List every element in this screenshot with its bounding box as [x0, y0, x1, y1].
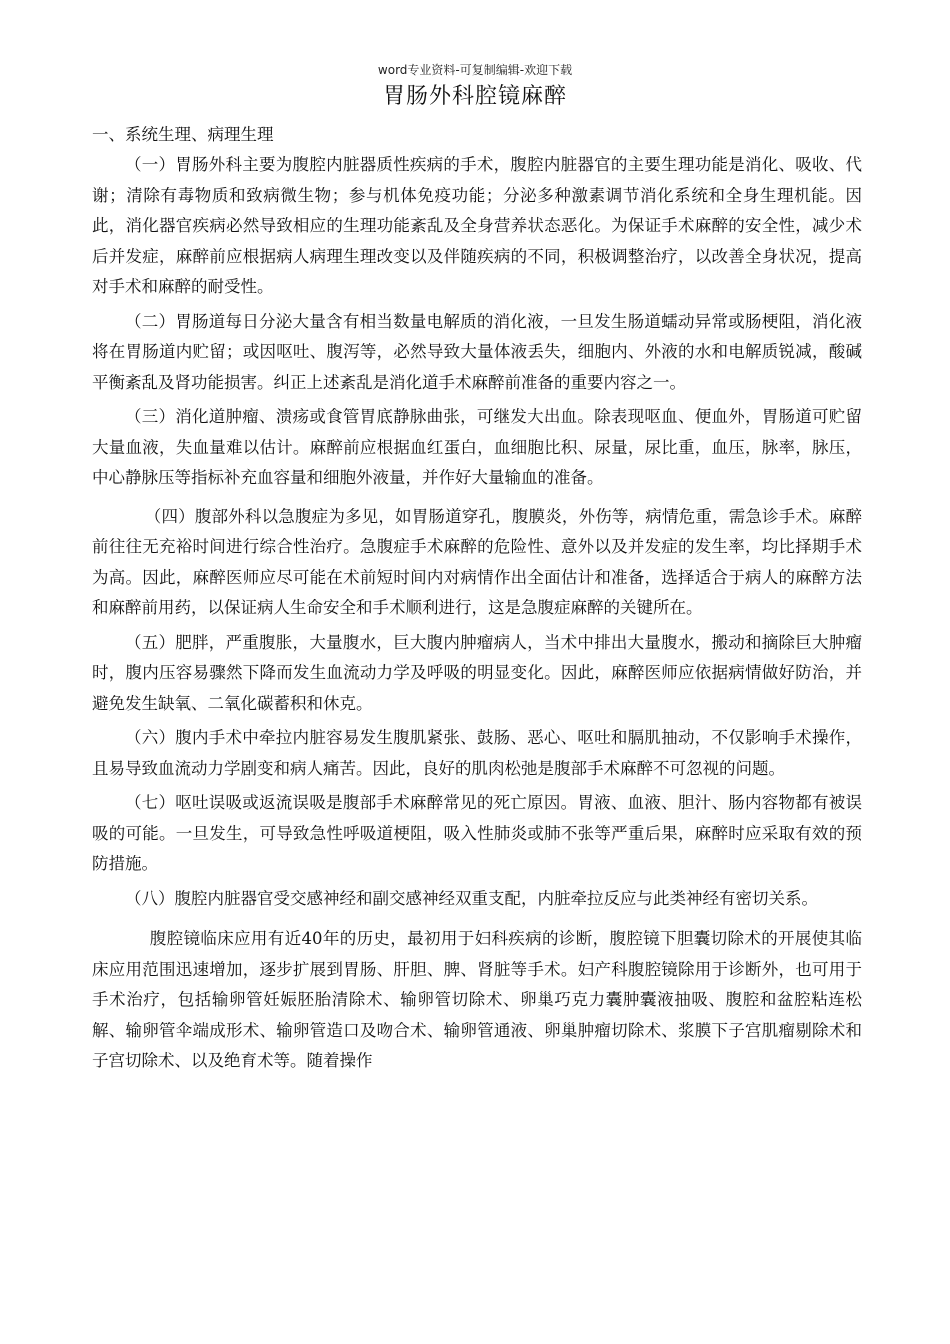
paragraph-6: （六）腹内手术中牵拉内脏容易发生腹肌紧张、鼓肠、恶心、呕吐和膈肌抽动，不仅影响手术操作，且易导致血流动力学剧变和病人痛苦。因此，良好的肌肉松弛是腹部手术麻醉不可忽视的问题。	[92, 728, 862, 778]
paragraph-1: （一）胃肠外科主要为腹腔内脏器质性疾病的手术，腹腔内脏器官的主要生理功能是消化、吸收、代谢；清除有毒物质和致病微生物；参与机体免疫功能；分泌多种激素调节消化系统和全身生理机能。因此，消化器官疾病必然导致相应的生理功能紊乱及全身营养状态恶化。为保证手术麻醉的安全性，减少术后并发症，麻醉前应根据病人病理生理改变以及伴随疾病的不同，积极调整治疗，以改善全身状况，提高对手术和麻醉的耐受性。	[92, 155, 862, 296]
paragraph-7: （七）呕吐误吸或返流误吸是腹部手术麻醉常见的死亡原因。胃液、血液、胆汁、肠内容物都有被误吸的可能。一旦发生，可导致急性呼吸道梗阻，吸入性肺炎或肺不张等严重后果，麻醉时应采取有效的预防措施。	[92, 793, 862, 873]
paragraph-8: （八）腹腔内脏器官受交感神经和副交感神经双重支配，内脏牵拉反应与此类神经有密切关系。	[125, 888, 818, 908]
page-title: 胃肠外科腔镜麻醉	[382, 84, 567, 109]
watermark-header: word专业资料-可复制编辑-欢迎下载	[377, 63, 573, 77]
paragraph-4: （四）腹部外科以急腹症为多见，如胃肠道穿孔，腹膜炎，外伤等，病情危重，需急诊手术。麻醉前往往无充裕时间进行综合性治疗。急腹症手术麻醉的危险性、意外以及并发症的发生率，均比择期手术为高。因此，麻醉医师应尽可能在术前短时间内对病情作出全面估计和准备，选择适合于病人的麻醉方法和麻醉前用药，以保证病人生命安全和手术顺利进行，这是急腹症麻醉的关键所在。	[92, 506, 862, 617]
paragraph-5: （五）肥胖，严重腹胀，大量腹水，巨大腹内肿瘤病人，当术中排出大量腹水，搬动和摘除巨大肿瘤时，腹内压容易骤然下降而发生血流动力学及呼吸的明显变化。因此，麻醉医师应依据病情做好防治，并避免发生缺氧、二氧化碳蓄积和休克。	[92, 632, 862, 713]
paragraph-2: （二）胃肠道每日分泌大量含有相当数量电解质的消化液，一旦发生肠道蠕动异常或肠梗阻，消化液将在胃肠道内贮留；或因呕吐、腹泻等，必然导致大量体液丢失，细胞内、外液的水和电解质锐减，酸碱平衡紊乱及肾功能损害。纠正上述紊乱是消化道手术麻醉前准备的重要内容之一。	[92, 311, 862, 392]
document-body	[92, 120, 862, 1081]
paragraph-9: 腹腔镜临床应用有近40年的历史，最初用于妇科疾病的诊断，腹腔镜下胆囊切除术的开展使其临床应用范围迅速增加，逐步扩展到胃肠、肝胆、脾、肾脏等手术。妇产科腹腔镜除用于诊断外，也可用于手术治疗，包括输卵管妊娠胚胎清除术、输卵管切除术、卵巢巧克力囊肿囊液抽吸、腹腔和盆腔粘连松解、输卵管伞端成形术、输卵管造口及吻合术、输卵管通液、卵巢肿瘤切除术、浆膜下子宫肌瘤剔除术和子宫切除术、以及绝育术等。随着操作	[92, 929, 862, 1070]
paragraph-3: （三）消化道肿瘤、溃疡或食管胃底静脉曲张，可继发大出血。除表现呕血、便血外，胃肠道可贮留大量血液，失血量难以估计。麻醉前应根据血红蛋白，血细胞比积、尿量，尿比重，血压，脉率，脉压，中心静脉压等指标补充血容量和细胞外液量，并作好大量输血的准备。	[92, 407, 862, 487]
section-heading: 一、系统生理、病理生理	[92, 125, 274, 144]
